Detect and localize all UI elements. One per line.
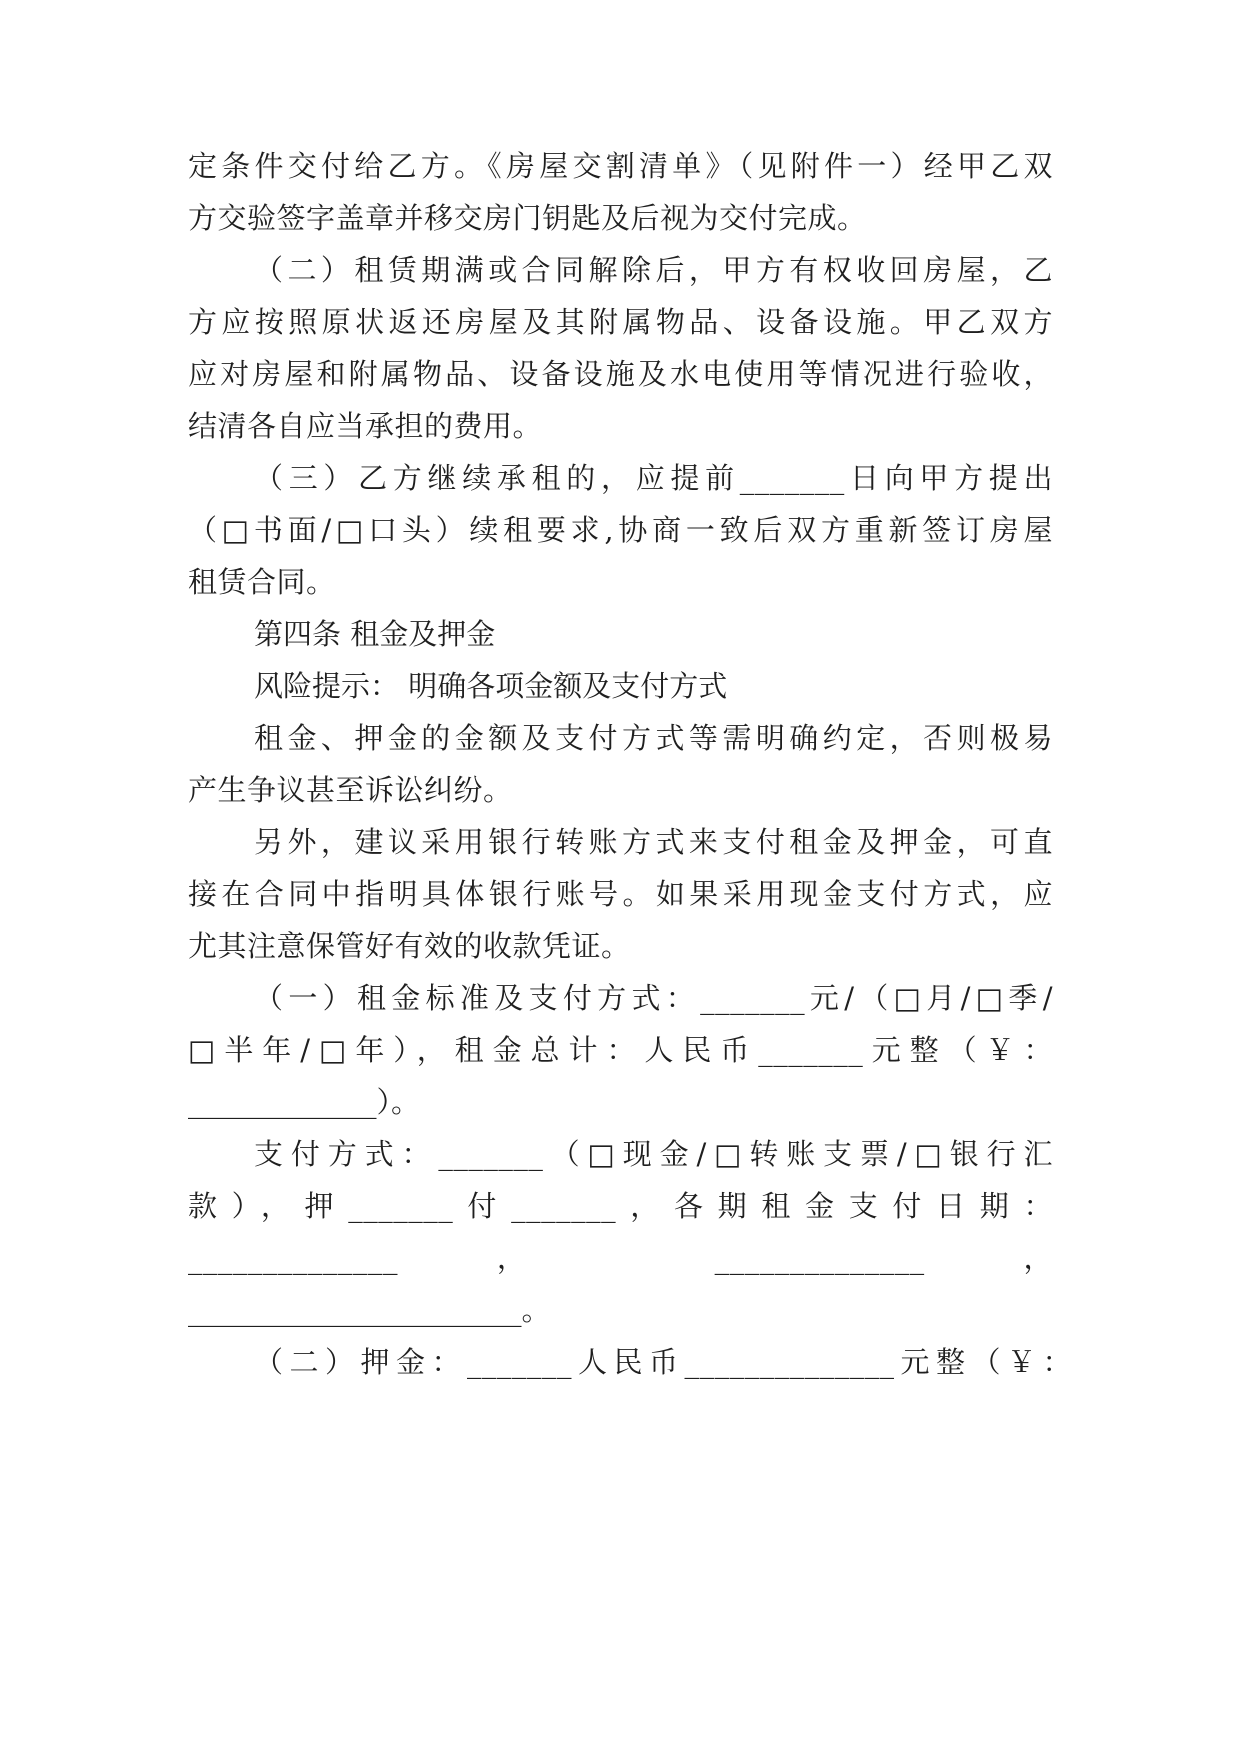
text-line-18: □半年/□年），租金总计：人民币_______元整（￥： — [188, 1033, 1053, 1067]
text-line-2: 方交验签字盖章并移交房门钥匙及后视为交付完成。 — [188, 201, 867, 235]
text-line-12: 租金、押金的金额及支付方式等需明确约定，否则极易 — [254, 721, 1053, 755]
text-line-4: 方应按照原状返还房屋及其附属物品、设备设施。甲乙双方 — [188, 305, 1053, 339]
text-line-5: 应对房屋和附属物品、设备设施及水电使用等情况进行验收， — [188, 357, 1053, 391]
text-line-19: _____________）。 — [188, 1085, 421, 1119]
text-line-23: _______________________。 — [188, 1293, 551, 1327]
text-line-24: （二）押金：_______人民币______________元整（￥： — [254, 1345, 1072, 1379]
text-line-16: 尤其注意保管好有效的收款凭证。 — [188, 929, 631, 963]
text-line-1: 定条件交付给乙方。《房屋交割清单》（见附件一）经甲乙双 — [188, 149, 1053, 183]
text-line-15: 接在合同中指明具体银行账号。如果采用现金支付方式，应 — [188, 877, 1053, 911]
text-line-7: （三）乙方继续承租的，应提前_______日向甲方提出 — [254, 461, 1053, 495]
text-line-3: （二）租赁期满或合同解除后，甲方有权收回房屋，乙 — [254, 253, 1053, 287]
text-line-13: 产生争议甚至诉讼纠纷。 — [188, 773, 513, 807]
text-line-21: 款），押_______付_______，各期租金支付日期： — [188, 1189, 1053, 1223]
text-line-22: ______________ ， ______________ ， — [188, 1241, 1053, 1275]
text-line-8: （□书面/□口头）续租要求,协商一致后双方重新签订房屋 — [188, 513, 1053, 547]
text-line-20: 支付方式：_______（□现金/□转账支票/□银行汇 — [254, 1137, 1053, 1171]
text-line-17: （一）租金标准及支付方式：_______元/（□月/□季/ — [254, 981, 1053, 1015]
risk-tip: 风险提示： 明确各项金额及支付方式 — [254, 669, 728, 703]
text-line-6: 结清各自应当承担的费用。 — [188, 409, 543, 443]
text-line-9: 租赁合同。 — [188, 565, 336, 599]
text-line-14: 另外，建议采用银行转账方式来支付租金及押金，可直 — [254, 825, 1053, 859]
section-heading: 第四条 租金及押金 — [254, 617, 496, 651]
